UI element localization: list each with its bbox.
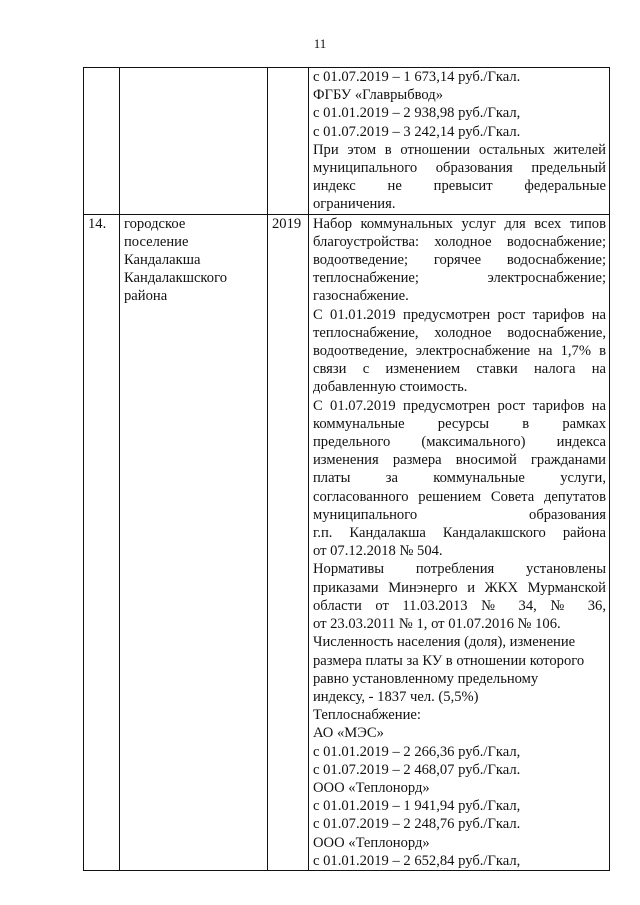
text-line: с 01.01.2019 – 1 941,94 руб./Гкал,: [313, 798, 521, 815]
text-line: согласованного решением Совета депутатов: [313, 488, 606, 505]
municipality-line: Кандалакшского: [124, 270, 227, 287]
text-line: от 23.03.2011 № 1, от 01.07.2016 № 106.: [313, 616, 561, 633]
text-line: области от 11.03.2013 № 34, № 36,: [313, 597, 606, 614]
municipality-cell: [120, 214, 268, 870]
row-number-cell: 14.: [84, 214, 120, 870]
text-line: ФГБУ «Главрыбвод»: [313, 87, 444, 104]
text-line: коммунальные ресурсы в рамках: [313, 415, 606, 432]
text-line: приказами Минэнерго и ЖКХ Мурманской: [313, 579, 606, 596]
municipality-line: Кандалакша: [124, 252, 201, 269]
page-number: 11: [313, 36, 327, 51]
text-line: благоустройства: холодное водоснабжение;: [313, 233, 606, 250]
table-row: [84, 68, 610, 215]
text-line: платы за коммунальные услуги,: [313, 470, 606, 487]
tariff-table: [83, 67, 610, 871]
text-line: индекс не превысит федеральные: [313, 178, 606, 195]
text-line: муниципального образования: [313, 506, 606, 523]
text-line: размера платы за КУ в отношении которого: [313, 652, 585, 669]
text-line: с 01.07.2019 – 2 468,07 руб./Гкал.: [313, 761, 521, 778]
text-line: водоотведение, электроснабжение на 1,7% в: [313, 343, 606, 360]
text-line: водоотведение; горячее водоснабжение;: [313, 252, 606, 269]
municipality-line: городское: [124, 215, 186, 232]
table-row: [84, 214, 610, 870]
text-line: с 01.07.2019 – 3 242,14 руб./Гкал.: [313, 123, 521, 140]
text-line: теплоснабжение, холодное водоснабжение,: [313, 324, 606, 341]
description-cell: [309, 214, 610, 870]
text-line: Набор коммунальных услуг для всех типов: [313, 215, 606, 232]
text-line: с 01.07.2019 – 2 248,76 руб./Гкал.: [313, 816, 521, 833]
text-line: теплоснабжение; электроснабжение;: [313, 270, 606, 287]
description-cell: [309, 68, 610, 215]
text-line: газоснабжение.: [313, 288, 409, 305]
row-number-cell: [84, 68, 120, 215]
text-line: равно установленному предельному: [313, 670, 539, 687]
text-line: г.п. Кандалакша Кандалакшского района: [313, 525, 606, 542]
tariff-table-body: [84, 68, 610, 871]
text-line: изменения размера вносимой гражданами: [313, 452, 606, 469]
text-line: Нормативы потребления установлены: [313, 561, 606, 578]
year-cell: [268, 68, 309, 215]
text-line: с 01.01.2019 – 2 652,84 руб./Гкал,: [313, 852, 521, 869]
text-line: АО «МЭС»: [313, 725, 384, 742]
text-line: С 01.01.2019 предусмотрен рост тарифов на: [313, 306, 606, 323]
text-line: с 01.01.2019 – 2 938,98 руб./Гкал,: [313, 105, 521, 122]
municipality-line: поселение: [124, 233, 189, 250]
text-line: Теплоснабжение:: [313, 707, 421, 724]
text-line: Численность населения (доля), изменение: [313, 634, 576, 651]
municipality-line: района: [124, 288, 168, 305]
text-line: с 01.01.2019 – 2 266,36 руб./Гкал,: [313, 743, 521, 760]
municipality-cell: [120, 68, 268, 215]
text-line: связи с изменением ставки налога на: [313, 361, 606, 378]
text-line: муниципального образования предельный: [313, 160, 606, 177]
text-line: С 01.07.2019 предусмотрен рост тарифов на: [313, 397, 606, 414]
text-line: ООО «Теплонорд»: [313, 779, 430, 796]
text-line: При этом в отношении остальных жителей: [313, 141, 606, 158]
text-line: от 07.12.2018 № 504.: [313, 543, 443, 560]
year-cell: 2019: [268, 214, 309, 870]
text-line: добавленную стоимость.: [313, 379, 468, 396]
text-line: индексу, - 1837 чел. (5,5%): [313, 688, 479, 705]
text-line: предельного (максимального) индекса: [313, 434, 606, 451]
text-line: ограничения.: [313, 196, 396, 213]
text-line: с 01.07.2019 – 1 673,14 руб./Гкал.: [313, 69, 521, 85]
text-line: ООО «Теплонорд»: [313, 834, 430, 851]
